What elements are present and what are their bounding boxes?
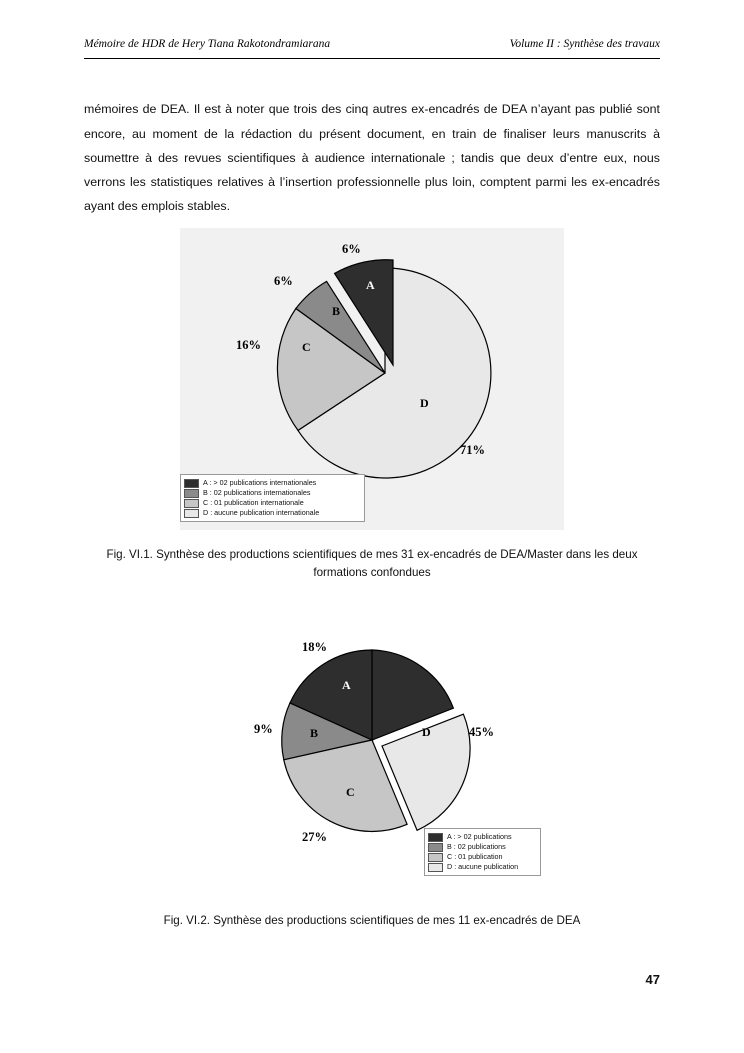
pie2-slice-letter-a: A — [342, 678, 351, 692]
pie2-label-c-pct: 27% — [302, 830, 327, 844]
header-right-text: Volume II : Synthèse des travaux — [509, 38, 660, 50]
legend-swatch-d-icon — [428, 863, 443, 872]
running-header — [84, 38, 660, 50]
legend-label-d: D : aucune publication internationale — [203, 507, 320, 517]
pie1-slice-letter-a: A — [366, 278, 375, 292]
pie1-slice-letter-c: C — [302, 340, 311, 354]
page-number: 47 — [645, 972, 660, 987]
legend-swatch-d-icon — [184, 509, 199, 518]
legend-swatch-b-icon — [184, 489, 199, 498]
legend-swatch-a-icon — [184, 479, 199, 488]
header-divider — [84, 58, 660, 59]
pie1-label-a-pct: 6% — [342, 242, 361, 256]
legend-swatch-b-icon — [428, 843, 443, 852]
legend-swatch-a-icon — [428, 833, 443, 842]
legend-item — [428, 852, 536, 862]
pie1-slice-letter-b: B — [332, 304, 341, 318]
legend-label-a: A : > 02 publications — [447, 831, 512, 841]
legend-label-a: A : > 02 publications internationales — [203, 477, 317, 487]
legend-item — [428, 832, 536, 842]
figure-1-legend — [180, 474, 365, 522]
pie2-label-b-pct: 9% — [254, 722, 273, 736]
legend-item — [428, 842, 536, 852]
figure-1-caption: Fig. VI.1. Synthèse des productions scientifiques de mes 31 ex-encadrés de DEA/Master dans les deux formations confondues — [106, 548, 638, 579]
legend-swatch-c-icon — [184, 499, 199, 508]
legend-item — [184, 498, 360, 508]
pie1-label-d-pct: 71% — [460, 443, 485, 457]
legend-label-c: C : 01 publication — [447, 851, 503, 861]
pie2-label-a-pct: 18% — [302, 640, 327, 654]
pie1-label-b-pct: 6% — [274, 274, 293, 288]
figure-2-legend — [424, 828, 541, 876]
pie1-slice-letter-d: D — [420, 396, 429, 410]
pie2-slice-letter-c: C — [346, 785, 355, 799]
legend-item — [184, 488, 360, 498]
legend-label-d: D : aucune publication — [447, 861, 519, 871]
legend-item — [184, 478, 360, 488]
pie2-label-d-pct: 45% — [469, 725, 494, 739]
legend-swatch-c-icon — [428, 853, 443, 862]
legend-item — [428, 862, 536, 872]
legend-item — [184, 508, 360, 518]
pie2-slice-letter-b: B — [310, 726, 319, 740]
pie2-slice-letter-d: D — [422, 725, 431, 739]
header-left-text: Mémoire de HDR de Hery Tiana Rakotondramiarana — [84, 38, 331, 50]
legend-label-b: B : 02 publications — [447, 841, 506, 851]
legend-label-c: C : 01 publication internationale — [203, 497, 304, 507]
body-paragraph: mémoires de DEA. Il est à noter que trois des cinq autres ex-encadrés de DEA n’ayant pas publié sont encore, au moment de la rédaction du présent document, en train de finaliser leurs manuscrits à soumettre à des revues scientifiques à audience internationale ; tandis que deux d’entre eux, nous verrons les statistiques relatives à l’insertion professionnelle plus loin, comptent parmi les ex-encadrés ayant des emplois stables. — [84, 102, 660, 214]
legend-label-b: B : 02 publications internationales — [203, 487, 311, 497]
pie1-label-c-pct: 16% — [236, 338, 261, 352]
figure-2-caption: Fig. VI.2. Synthèse des productions scientifiques de mes 11 ex-encadrés de DEA — [163, 914, 581, 927]
